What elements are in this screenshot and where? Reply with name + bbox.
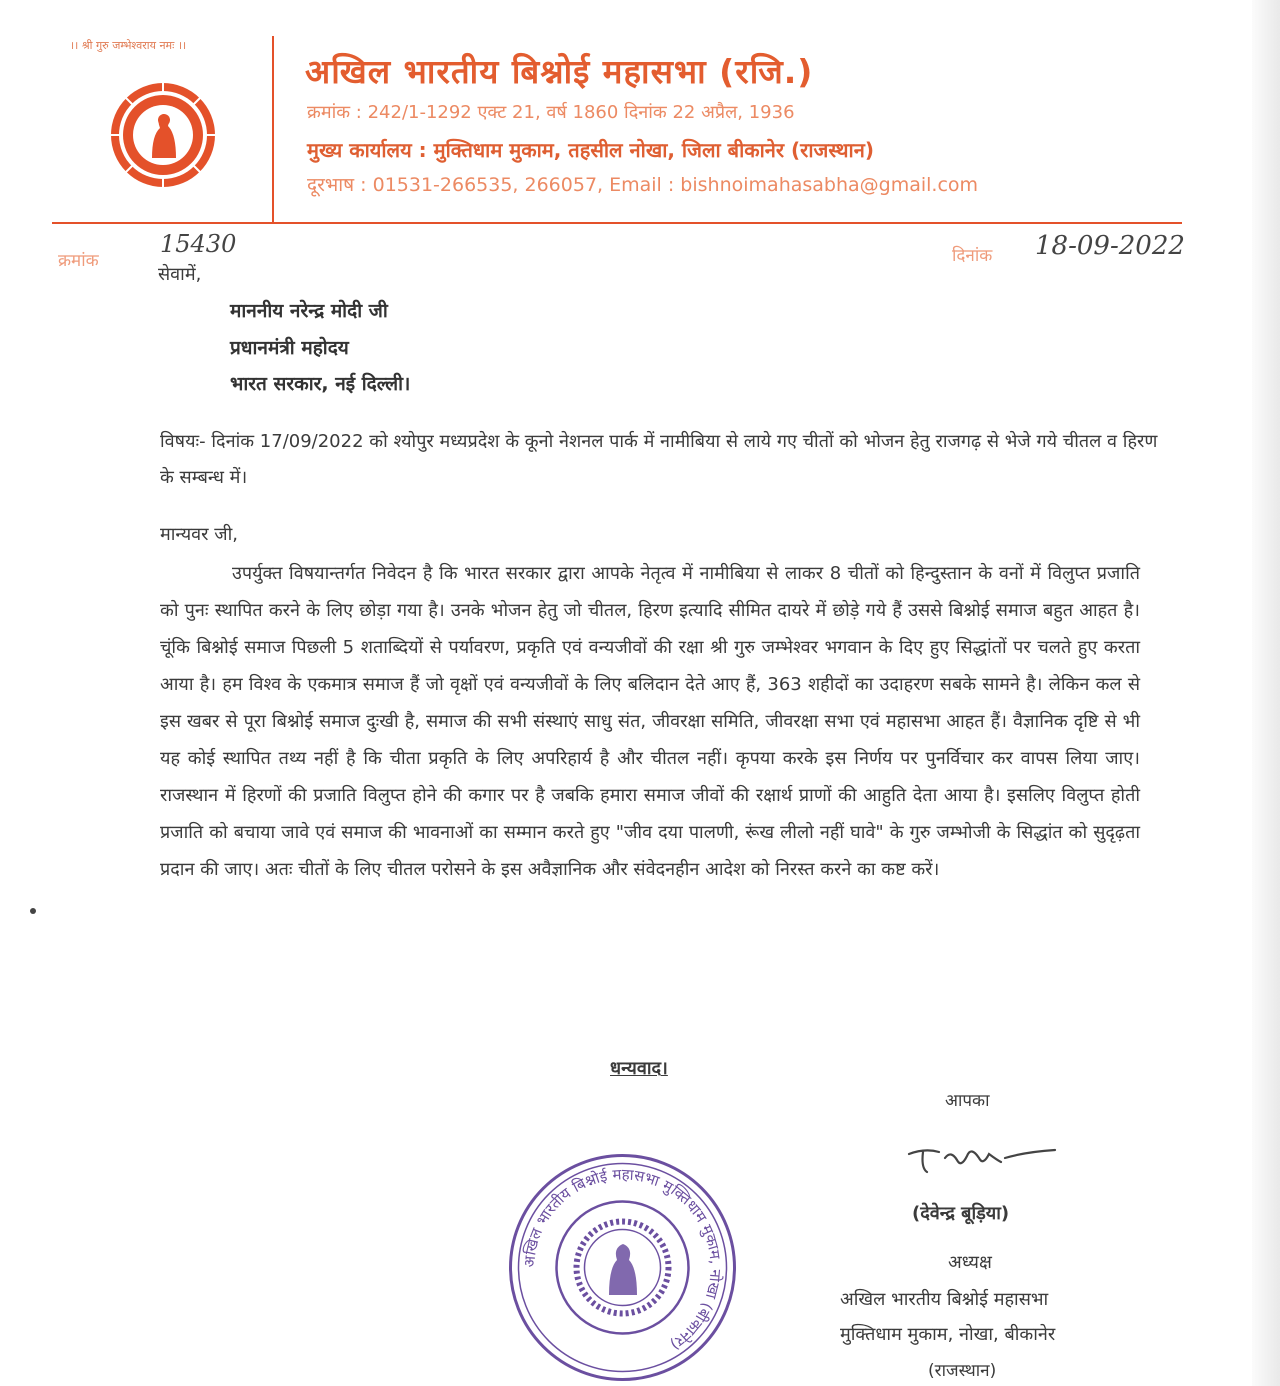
subject-line: विषयः- दिनांक 17/09/2022 को श्योपुर मध्यप्रदेश के कूनो नेशनल पार्क में नामीबिया से लाये गए चीतों को भोजन हेतु राजगढ़ से भेजे गये चीतल व हिरण के सम्बन्ध में। <box>160 431 1158 488</box>
organization-seal-stamp <box>505 1150 740 1385</box>
head-office-line: मुख्य कार्यालय : मुक्तिधाम मुकाम, तहसील नोखा, जिला बीकानेर (राजस्थान) <box>307 138 874 162</box>
signatory-state: (राजस्थान) <box>928 1361 997 1381</box>
invocation-text: ।। श्री गुरु जम्भेश्वराय नमः ।। <box>70 39 187 52</box>
organization-logo <box>108 80 218 190</box>
signatory-name: (देवेन्द्र बूड़िया) <box>912 1203 1010 1224</box>
letterhead-divider <box>272 36 274 222</box>
greeting: मान्यवर जी, <box>160 524 239 545</box>
signatory-address: मुक्तिधाम मुकाम, नोखा, बीकानेर <box>840 1324 1056 1345</box>
registration-line: क्रमांक : 242/1-1292 एक्ट 21, वर्ष 1860 दिनांक 22 अप्रैल, 1936 <box>307 102 795 123</box>
recipient-designation: प्रधानमंत्री महोदय <box>230 337 349 359</box>
svg-text:अखिल भारतीय बिश्नोई महासभा मु: अखिल भारतीय बिश्नोई महासभा मुक्तिधाम मुकाम, नोखा (बीकानेर) <box>520 1165 725 1354</box>
ink-speck <box>30 908 36 914</box>
organization-title: अखिल भारतीय बिश्नोई महासभा (रजि.) <box>305 52 814 91</box>
reference-number: 15430 <box>160 230 237 258</box>
date-label: दिनांक <box>952 246 993 266</box>
recipient-name: माननीय नरेन्द्र मोदी जी <box>230 300 388 322</box>
closing: आपका <box>945 1091 990 1111</box>
handwritten-signature <box>905 1132 1065 1182</box>
header-rule <box>52 222 1182 224</box>
recipient-address: भारत सरकार, नई दिल्ली। <box>230 373 411 395</box>
signatory-title: अध्यक्ष <box>948 1252 992 1273</box>
thanks-text: धन्यवाद। <box>610 1058 668 1079</box>
letter-body: उपर्युक्त विषयान्तर्गत निवेदन है कि भारत सरकार द्वारा आपके नेतृत्व में नामीबिया से लाकर 8 चीतों को हिन्दुस्तान के वनों में विलुप्त प्रजाति को पुनः स्थापित करने के लिए छोड़ा गया है। उनके भोजन हेतु जो चीतल, हिरण इत्यादि सीमित दायरे में छोड़े गये हैं उससे बिश्नोई समाज बहुत आहत है। चूंकि बिश्नोई समाज पिछली 5 शताब्दियों से पर्यावरण, प्रकृति एवं वन्यजीवों की रक्षा श्री गुरु जम्भेश्वर भगवान के दिए हुए सिद्धांतों पर चलते हुए करता आया है। हम विश्व के एकमात्र समाज हैं जो वृक्षों एवं वन्यजीवों के लिए बलिदान देते आए हैं, 363 शहीदों का उदाहरण सबके सामने है। लेकिन कल से इस खबर से पूरा बिश्नोई समाज दुःखी है, समाज की सभी संस्थाएं साधु संत, जीवरक्षा समिति, जीवरक्षा सभा एवं महासभा आहत हैं। वैज्ञानिक दृष्टि से भी यह कोई स्थापित तथ्य नहीं है कि चीता प्रकृति के लिए अपरिहार्य है और चीतल नहीं। कृपया करके इस निर्णय पर पुनर्विचार कर वापस लिया जाए। राजस्थान में हिरणों की प्रजाति विलुप्त होने की कगार पर है जबकि हमारा समाज जीवों की रक्षार्थ प्राणों की आहुति देता आया है। इसलिए विलुप्त होती प्रजाति को बचाया जावे एवं समाज की भावनाओं का सम्मान करते हुए "जीव दया पालणी, रूंख लीलो नहीं घावे" के गुरु जम्भोजी के सिद्धांत को सुदृढ़ता प्रदान की जाए। अतः चीतों के लिए चीतल परोसने के इस अवैज्ञानिक और संवेदनहीन आदेश को निरस्त करने का कष्ट करें। <box>160 563 1140 880</box>
salutation: सेवामें, <box>158 264 202 285</box>
signatory-organization: अखिल भारतीय बिश्नोई महासभा <box>840 1289 1049 1310</box>
letter-date: 18-09-2022 <box>1035 231 1185 261</box>
page-edge <box>1252 0 1280 1386</box>
reference-label: क्रमांक <box>58 251 99 271</box>
contact-line: दूरभाष : 01531-266535, 266057, Email : bishnoimahasabha@gmail.com <box>307 174 979 196</box>
